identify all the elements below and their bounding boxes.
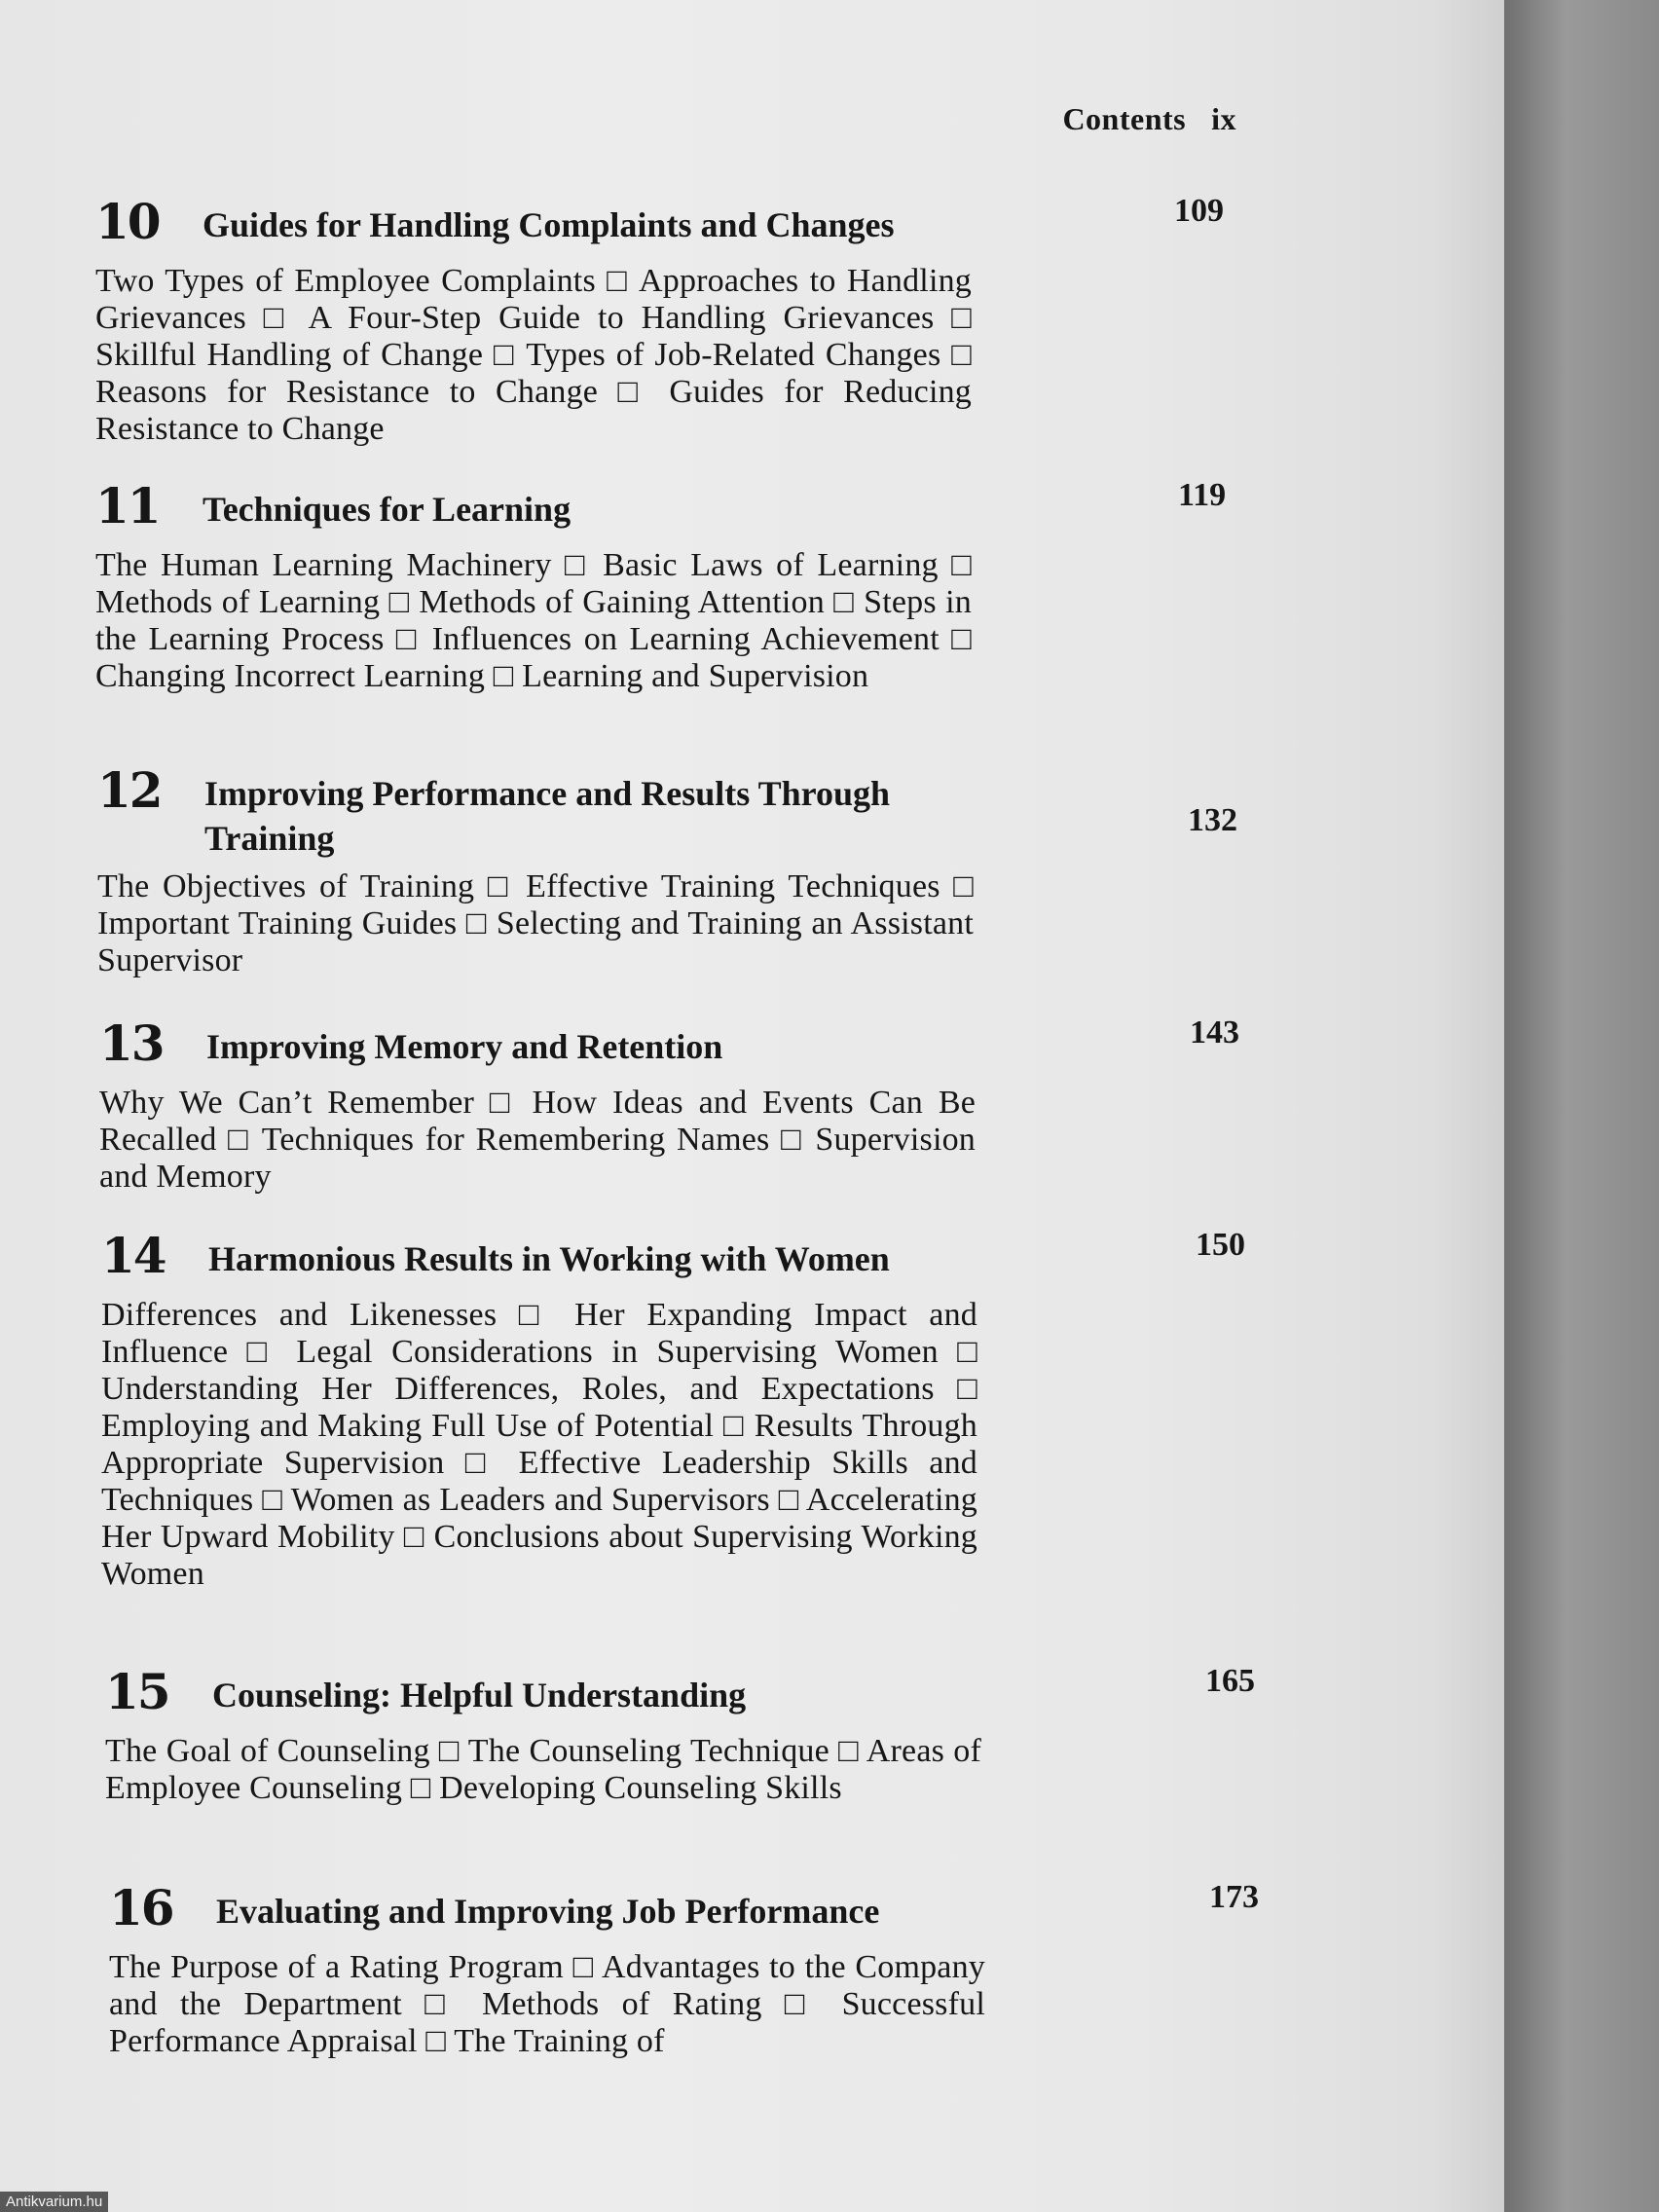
chapter-page: 132: [1188, 802, 1237, 838]
chapter-number: 16: [109, 1879, 173, 1936]
chapter-description: The Human Learning Machinery □ Basic Laws of Learning □ Methods of Learning □ Methods of Gaining Attention □ Steps in the Learning Process □ Influences on Learning Achievement □ Changing Incorrect Learning □ Learning and Supervision: [95, 547, 972, 694]
running-head-label: Contents: [1062, 101, 1187, 136]
book-spine: [1504, 0, 1659, 2212]
chapter-description: Two Types of Employee Complaints □ Approaches to Handling Grievances □ A Four-Step Guide to Handling Grievances □ Skillful Handling of Change □ Types of Job-Related Changes □ Reasons for Resistance to Change □ Guides for Reducing Resistance to Change: [95, 263, 972, 447]
chapter-page: 109: [1174, 193, 1224, 229]
chapter-title: Evaluating and Improving Job Performance: [216, 1892, 880, 1931]
chapter-page: 119: [1178, 477, 1227, 513]
chapter-title: Counseling: Helpful Understanding: [212, 1676, 747, 1714]
chapter-title: Improving Memory and Retention: [206, 1027, 723, 1066]
chapter-title: Harmonious Results in Working with Women: [208, 1239, 890, 1278]
chapter-description: Differences and Likenesses □ Her Expanding Impact and Influence □ Legal Considerations in Supervising Women □ Understanding Her Differences, Roles, and Expectations □ Employing and Making Full Use of Potential □ Results Through Appropriate Supervision □ Effective Leadership Skills and Techniques □ Women as Leaders and Supervisors □ Accelerating Her Upward Mobility □ Conclusions about Supervising Working Women: [101, 1297, 977, 1592]
chapter-description: The Objectives of Training □ Effective Training Techniques □ Important Training Guides □ Selecting and Training an Assistant Supervisor: [97, 868, 974, 978]
chapter-title: Improving Performance and Results Through Training: [204, 774, 891, 858]
chapter-number: 13: [99, 1014, 164, 1072]
chapter-page: 150: [1196, 1227, 1245, 1263]
chapter-description: The Goal of Counseling □ The Counseling Technique □ Areas of Employee Counseling □ Developing Counseling Skills: [105, 1733, 981, 1806]
running-head-page: ix: [1211, 101, 1236, 136]
chapter-number: 10: [95, 193, 160, 250]
chapter-number: 14: [101, 1227, 166, 1284]
chapter-page: 165: [1205, 1663, 1255, 1699]
watermark: Antikvarium.hu: [0, 2192, 108, 2212]
chapter-title: Techniques for Learning: [203, 490, 571, 529]
page-shadow: [1431, 0, 1504, 2212]
chapter-number: 12: [97, 761, 162, 819]
chapter-page: 143: [1190, 1014, 1239, 1051]
chapter-title: Guides for Handling Complaints and Changes: [203, 205, 895, 244]
chapter-number: 11: [95, 477, 160, 535]
chapter-page: 173: [1209, 1879, 1259, 1915]
chapter-description: Why We Can’t Remember □ How Ideas and Events Can Be Recalled □ Techniques for Remembering Names □ Supervision and Memory: [99, 1085, 976, 1195]
chapter-description: The Purpose of a Rating Program □ Advantages to the Company and the Department □ Methods of Rating □ Successful Performance Appraisal □ The Training of: [109, 1949, 985, 2059]
chapter-number: 15: [105, 1663, 169, 1720]
running-head: [1003, 101, 1236, 137]
